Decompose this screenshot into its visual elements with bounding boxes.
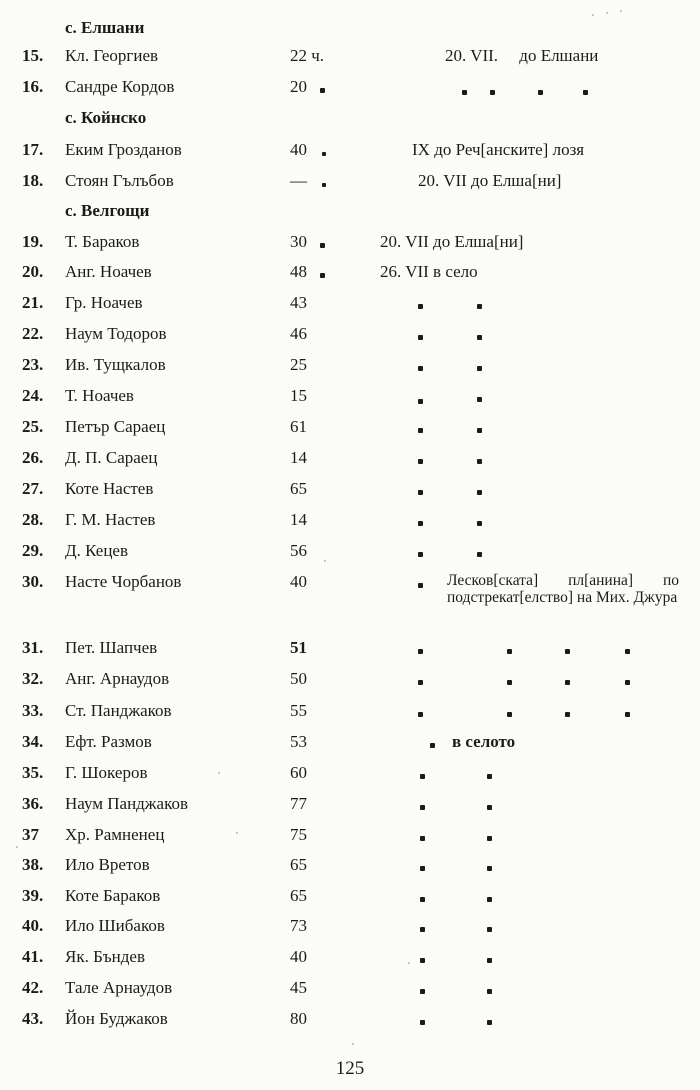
- ditto-mark: [477, 521, 482, 526]
- ditto-mark: [418, 583, 423, 588]
- note: Лесков[ската] пл[анина] по подстрекат[елство] на Мих. Джура: [447, 572, 679, 606]
- row-number: 37: [22, 825, 39, 844]
- scan-speck: [606, 12, 608, 14]
- list-row-22: [0, 323, 700, 349]
- person-name: Коте Бараков: [65, 886, 161, 905]
- ditto-mark: [477, 459, 482, 464]
- scan-speck: [236, 832, 238, 834]
- age: 48: [290, 262, 307, 281]
- list-row-16: [0, 76, 700, 102]
- list-row-15: [0, 45, 700, 71]
- age: 14: [290, 510, 307, 529]
- ditto-mark: [487, 836, 492, 841]
- ditto-mark: [565, 712, 570, 717]
- ditto-mark: [420, 866, 425, 871]
- list-row-43: [0, 1008, 700, 1034]
- list-row-39: [0, 885, 700, 911]
- row-number: 34.: [22, 732, 44, 751]
- row-number: 21.: [22, 293, 44, 312]
- age: 43: [290, 293, 307, 312]
- row-number: 16.: [22, 77, 44, 96]
- page-number: 125: [335, 1058, 365, 1079]
- ditto-mark: [477, 335, 482, 340]
- ditto-mark: [583, 90, 588, 95]
- age: 55: [290, 701, 307, 720]
- ditto-mark: [477, 428, 482, 433]
- ditto-mark: [625, 712, 630, 717]
- ditto-mark: [487, 805, 492, 810]
- row-number: 23.: [22, 355, 44, 374]
- age: 30: [290, 232, 307, 251]
- row-number: 29.: [22, 541, 44, 560]
- ditto-mark: [420, 836, 425, 841]
- list-row-27: [0, 478, 700, 504]
- row-number: 39.: [22, 886, 44, 905]
- age: 60: [290, 763, 307, 782]
- age: 25: [290, 355, 307, 374]
- ditto-mark: [477, 366, 482, 371]
- person-name: Наум Тодоров: [65, 324, 167, 343]
- scan-speck: [16, 846, 18, 848]
- section-heading-elshani: с. Елшани: [65, 18, 145, 37]
- scan-speck: [218, 772, 220, 774]
- ditto-mark: [507, 712, 512, 717]
- ditto-mark: [477, 552, 482, 557]
- ditto-mark: [487, 774, 492, 779]
- ditto-mark: [418, 521, 423, 526]
- list-row-33: [0, 700, 700, 726]
- row-number: 18.: [22, 171, 44, 190]
- person-name: Т. Ноачев: [65, 386, 134, 405]
- ditto-mark: [487, 866, 492, 871]
- row-number: 27.: [22, 479, 44, 498]
- age: 22 ч.: [290, 46, 325, 65]
- scan-speck: [592, 14, 594, 16]
- ditto-mark: [418, 712, 423, 717]
- age: 61: [290, 417, 307, 436]
- ditto-mark: [487, 927, 492, 932]
- list-row-40: [0, 915, 700, 941]
- ditto-mark: [418, 399, 423, 404]
- ditto-mark: [487, 897, 492, 902]
- person-name: Ив. Тущкалов: [65, 355, 166, 374]
- ditto-mark: [507, 649, 512, 654]
- note: 26. VII в село: [380, 262, 478, 281]
- list-row-19: [0, 231, 700, 257]
- age: 50: [290, 669, 307, 688]
- age: 20: [290, 77, 307, 96]
- row-number: 28.: [22, 510, 44, 529]
- ditto-mark: [418, 335, 423, 340]
- person-name: Пет. Шапчев: [65, 638, 158, 657]
- row-number: 25.: [22, 417, 44, 436]
- list-row-36: [0, 793, 700, 819]
- row-number: 35.: [22, 763, 44, 782]
- age: 40: [290, 572, 307, 591]
- row-number: 24.: [22, 386, 44, 405]
- note: 20. VII. до Елшани: [445, 46, 599, 65]
- list-row-26: [0, 447, 700, 473]
- ditto-mark: [418, 304, 423, 309]
- age: 40: [290, 140, 307, 159]
- note: IX до Реч[анските] лозя: [412, 140, 585, 159]
- person-name: Д. Кецев: [65, 541, 129, 560]
- person-name: Еким Грозданов: [65, 140, 182, 159]
- list-row-41: [0, 946, 700, 972]
- age: 56: [290, 541, 307, 560]
- section-heading-velgoshti: с. Велгощи: [65, 201, 150, 220]
- list-row-25: [0, 416, 700, 442]
- scan-speck: [620, 10, 622, 12]
- ditto-mark: [320, 273, 325, 278]
- person-name: Ст. Панджаков: [65, 701, 172, 720]
- age: 40: [290, 947, 307, 966]
- list-row-29: [0, 540, 700, 566]
- ditto-mark: [420, 1020, 425, 1025]
- row-number: 41.: [22, 947, 44, 966]
- person-name: Анг. Ноачев: [65, 262, 152, 281]
- ditto-mark: [418, 459, 423, 464]
- ditto-mark: [430, 743, 435, 748]
- age: 53: [290, 732, 307, 751]
- row-number: 43.: [22, 1009, 44, 1028]
- ditto-mark: [420, 989, 425, 994]
- scan-speck: [352, 1043, 354, 1045]
- person-name: Анг. Арнаудов: [65, 669, 170, 688]
- person-name: Наум Панджаков: [65, 794, 189, 813]
- age: 15: [290, 386, 307, 405]
- ditto-mark: [418, 366, 423, 371]
- person-name: Ефт. Размов: [65, 732, 152, 751]
- person-name: Ило Шибаков: [65, 916, 165, 935]
- ditto-mark: [487, 958, 492, 963]
- person-name: Кл. Георгиев: [65, 46, 159, 65]
- note: 20. VII до Елша[ни]: [418, 171, 562, 190]
- row-number: 22.: [22, 324, 44, 343]
- list-row-38: [0, 854, 700, 880]
- row-number: 32.: [22, 669, 44, 688]
- ditto-mark: [418, 649, 423, 654]
- list-row-17: [0, 139, 700, 165]
- person-name: Йон Буджаков: [65, 1009, 168, 1028]
- scan-speck: [408, 962, 410, 964]
- person-name: Коте Настев: [65, 479, 154, 498]
- row-number: 42.: [22, 978, 44, 997]
- row-number: 33.: [22, 701, 44, 720]
- person-name: Сандре Кордов: [65, 77, 175, 96]
- list-row-28: [0, 509, 700, 535]
- person-name: Г. Шокеров: [65, 763, 148, 782]
- ditto-mark: [477, 304, 482, 309]
- person-name: Г. М. Настев: [65, 510, 156, 529]
- ditto-mark: [487, 989, 492, 994]
- ditto-mark: [477, 490, 482, 495]
- note: 20. VII до Елша[ни]: [380, 232, 524, 251]
- ditto-mark: [418, 552, 423, 557]
- row-number: 15.: [22, 46, 44, 65]
- ditto-mark: [490, 90, 495, 95]
- ditto-mark: [565, 680, 570, 685]
- ditto-mark: [420, 927, 425, 932]
- ditto-mark: [625, 649, 630, 654]
- person-name: Д. П. Сараец: [65, 448, 158, 467]
- list-row-37: [0, 824, 700, 850]
- person-name: Стоян Гълъбов: [65, 171, 174, 190]
- row-number: 26.: [22, 448, 44, 467]
- ditto-mark: [320, 88, 325, 93]
- row-number: 40.: [22, 916, 44, 935]
- person-name: Хр. Рамненец: [65, 825, 165, 844]
- ditto-mark: [625, 680, 630, 685]
- age: 73: [290, 916, 307, 935]
- ditto-mark: [565, 649, 570, 654]
- person-name: Петър Сараец: [65, 417, 166, 436]
- ditto-mark: [320, 243, 325, 248]
- ditto-mark: [418, 680, 423, 685]
- ditto-mark: [418, 490, 423, 495]
- list-row-23: [0, 354, 700, 380]
- age: 65: [290, 886, 307, 905]
- ditto-mark: [538, 90, 543, 95]
- row-number: 20.: [22, 262, 44, 281]
- list-row-18: [0, 170, 700, 196]
- ditto-mark: [418, 428, 423, 433]
- note: в селото: [452, 732, 516, 751]
- age: 45: [290, 978, 307, 997]
- age: 75: [290, 825, 307, 844]
- list-row-20: [0, 261, 700, 287]
- age: 14: [290, 448, 307, 467]
- row-number: 30.: [22, 572, 44, 591]
- list-row-21: [0, 292, 700, 318]
- ditto-mark: [420, 897, 425, 902]
- age: 51: [290, 638, 307, 657]
- row-number: 36.: [22, 794, 44, 813]
- age: 65: [290, 479, 307, 498]
- ditto-mark: [322, 152, 326, 156]
- list-row-24: [0, 385, 700, 411]
- ditto-mark: [420, 774, 425, 779]
- ditto-mark: [477, 397, 482, 402]
- list-row-35: [0, 762, 700, 788]
- list-row-42: [0, 977, 700, 1003]
- row-number: 19.: [22, 232, 44, 251]
- row-number: 31.: [22, 638, 44, 657]
- ditto-mark: [322, 183, 326, 187]
- row-number: 17.: [22, 140, 44, 159]
- person-name: Гр. Ноачев: [65, 293, 143, 312]
- age: 65: [290, 855, 307, 874]
- ditto-mark: [420, 958, 425, 963]
- ditto-mark: [487, 1020, 492, 1025]
- age: 46: [290, 324, 307, 343]
- section-heading-koinsko: с. Койнско: [65, 108, 147, 127]
- person-name: Ило Вретов: [65, 855, 150, 874]
- list-row-30: [0, 571, 700, 631]
- person-name: Насте Чорбанов: [65, 572, 182, 591]
- scan-speck: [324, 560, 326, 562]
- ditto-mark: [462, 90, 467, 95]
- list-row-32: [0, 668, 700, 694]
- age: —: [290, 171, 307, 190]
- person-name: Тале Арнаудов: [65, 978, 173, 997]
- list-row-34: [0, 731, 700, 757]
- row-number: 38.: [22, 855, 44, 874]
- list-row-31: [0, 637, 700, 663]
- age: 80: [290, 1009, 307, 1028]
- person-name: Як. Бъндев: [65, 947, 145, 966]
- age: 77: [290, 794, 307, 813]
- ditto-mark: [420, 805, 425, 810]
- ditto-mark: [507, 680, 512, 685]
- person-name: Т. Бараков: [65, 232, 140, 251]
